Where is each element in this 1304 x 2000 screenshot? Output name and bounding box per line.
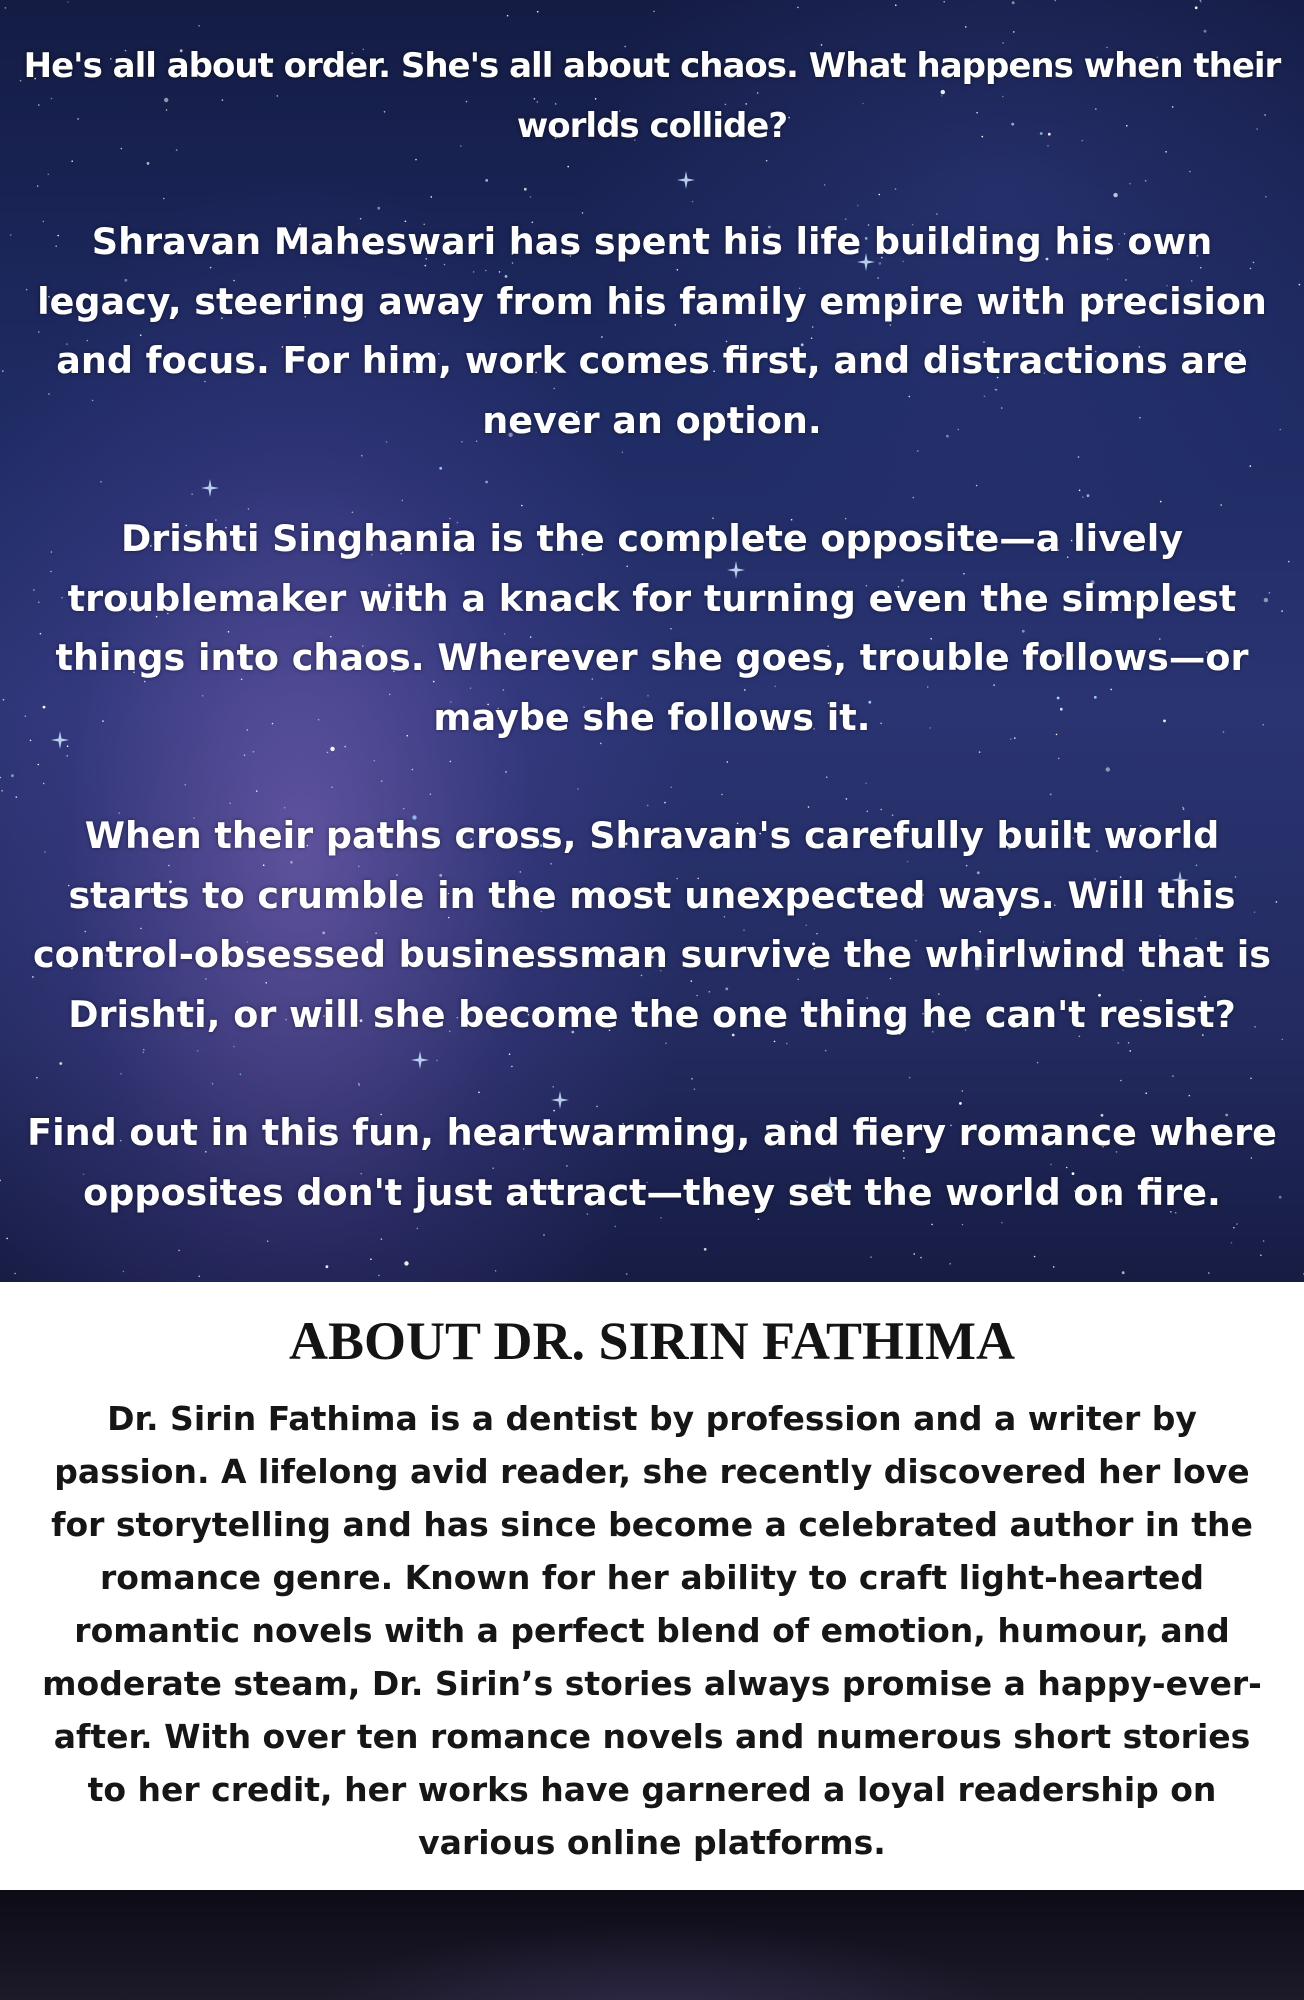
blurb-paragraph: Drishti Singhania is the complete opposite—a lively troublemaker with a knack for turning even the simplest things into chaos. Wherever she goes, trouble follows—or maybe she follows it.: [55, 517, 1249, 739]
star: [1013, 31, 1015, 33]
star: [943, 1, 945, 3]
blurb-paragraph: Shravan Maheswari has spent his life building his own legacy, steering away from his family empire with precision and focus. For him, work comes first, and distractions are never an option.: [37, 220, 1267, 442]
blurb-paragraph: When their paths cross, Shravan's carefully built world starts to crumble in the most unexpected ways. Will this control-obsessed businessman survive the whirlwind that is Drishti, or will she become the one thing he can't resist?: [33, 814, 1271, 1036]
star: [537, 11, 539, 13]
star: [6, 1238, 8, 1240]
star: [1200, 0, 1202, 1]
cover-bottom-strip: [0, 1890, 1304, 2000]
book-blurb: [20, 36, 1284, 1281]
star: [507, 15, 509, 17]
star: [3, 699, 5, 701]
blurb-paragraph: Find out in this fun, heartwarming, and fiery romance where opposites don't just attract—they set the world on fire.: [27, 1111, 1277, 1214]
star: [11, 774, 14, 777]
star: [0, 777, 1, 779]
star: [67, 1, 69, 3]
about-author-bio: Dr. Sirin Fathima is a dentist by profession and a writer by passion. A lifelong avid reader, she recently discovered her love for storytelling and has since become a celebrated author in the romance genre. Known for her ability to craft light-hearted romantic novels with a perfect blend of emotion, humour, and moderate steam, Dr. Sirin’s stories always promise a happy-ever-after. With over ten romance novels and numerous short stories to her credit, her works have garnered a loyal readership on various online platforms.: [42, 1399, 1262, 1862]
star: [1200, 1, 1202, 3]
star: [14, 1273, 16, 1275]
star: [0, 1180, 1, 1182]
star: [1055, 0, 1057, 1]
star: [653, 11, 655, 13]
star: [965, 26, 967, 28]
star: [1288, 561, 1290, 563]
star: [1299, 284, 1301, 286]
star: [5, 7, 7, 9]
star: [1195, 6, 1198, 9]
about-author-heading: ABOUT DR. SIRIN FATHIMA: [288, 1311, 1016, 1371]
star: [797, 7, 799, 9]
star: [1012, 1, 1015, 4]
about-author-panel: [0, 1282, 1304, 1890]
star: [15, 796, 17, 798]
star: [1204, 30, 1207, 33]
star: [1, 790, 3, 792]
blurb-tagline: He's all about order. She's all about chaos. What happens when their worlds collide?: [23, 46, 1281, 146]
star: [198, 25, 200, 27]
star: [10, 234, 12, 236]
star: [2, 370, 4, 372]
star: [895, 4, 897, 6]
